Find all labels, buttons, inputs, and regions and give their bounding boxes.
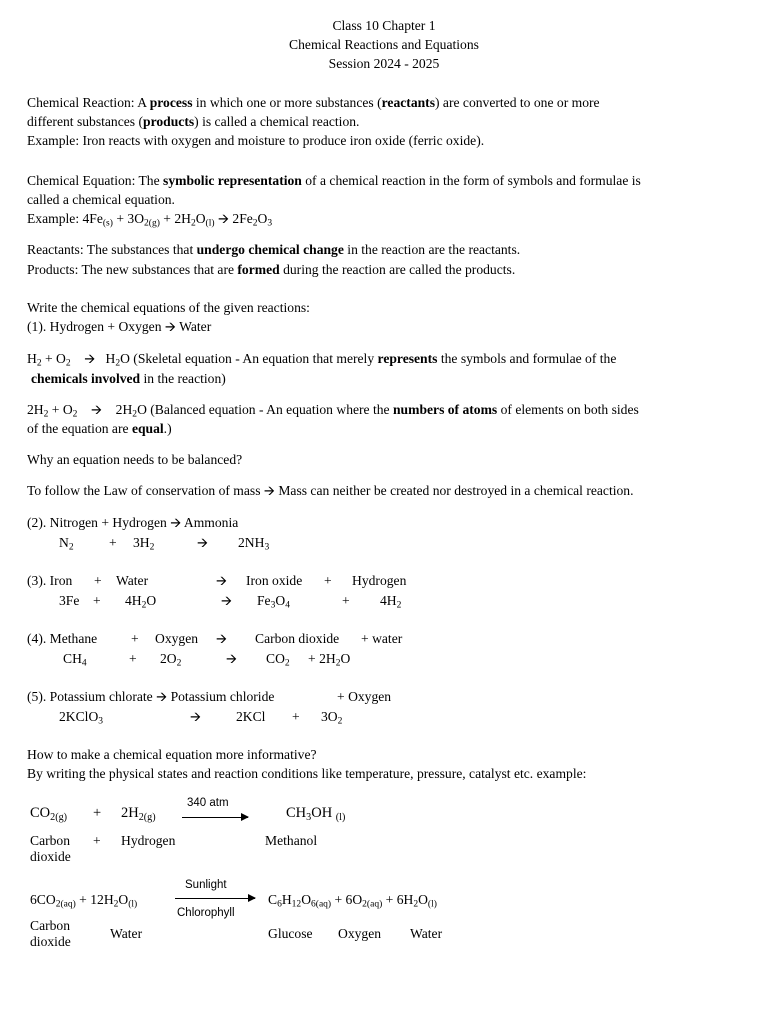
arrow-icon: 🡪 — [221, 593, 233, 608]
reaction-5-kclo3: 2KClO$_3$ — [59, 709, 104, 727]
arrow-icon: 🡪 — [216, 573, 228, 588]
reaction-3-hydrogen: Hydrogen — [352, 573, 407, 588]
skeletal-equation-line2: chemicals involved in the reaction) — [31, 371, 226, 386]
arrow-icon: 🡪 — [84, 351, 96, 366]
reaction-3-4h2: $4H_2$ — [380, 593, 402, 611]
arrow-icon: 🡪 — [217, 211, 229, 226]
reaction-example: Example: Iron reacts with oxygen and moisture to produce iron oxide (ferric oxide). — [27, 133, 485, 148]
reaction-4-co2: $CO_2$ — [266, 651, 290, 669]
arrow-icon: 🡪 — [216, 631, 228, 646]
reaction-4-water: + water — [361, 631, 403, 646]
fig2-label-water-product: Water — [410, 926, 443, 941]
fig1-plus: + — [93, 805, 102, 821]
fig1-reaction-arrow — [182, 817, 248, 818]
arrow-icon: 🡪 — [197, 535, 209, 550]
fig1-label-plus: + — [93, 833, 101, 848]
fig1-label-methanol: Methanol — [265, 833, 318, 848]
fig1-methanol-formula: $CH_3OH$ $_{(l)}$ — [286, 805, 346, 823]
doc-title: Chemical Reactions and Equations — [289, 37, 479, 52]
fig1-h2: $2H_{2(g)}$ — [121, 805, 156, 823]
doc-class-chapter: Class 10 Chapter 1 — [332, 18, 436, 33]
fig2-label-water: Water — [110, 926, 143, 941]
skeletal-equation-line1: $H_2 + O_2$ 🡪 $H_2O$ (Skeletal equation - An equation that merely represents the symbols and formulae of the — [27, 351, 617, 369]
fig1-condition: 340 atm — [187, 797, 229, 809]
reaction-4-plus-2: + — [129, 651, 137, 666]
arrow-icon: 🡪 — [164, 319, 176, 334]
fig2-reactants: $6CO_{2(aq)} + 12H_2O_{(l)}$ — [30, 892, 138, 910]
fig2-products: $C_6H_{12}O_{6(aq)} + 6O_{2(aq)} + 6H_2O_{(l)}$ — [268, 892, 437, 910]
reaction-5-3o2: $3O_2$ — [321, 709, 343, 727]
balanced-equation-line1: $2H_2 + O_2$ 🡪 $2H_2O$ (Balanced equation - An equation where the numbers of atoms of elements on both sides — [27, 402, 639, 420]
reaction-2-h2: $3H_2$ — [133, 535, 155, 553]
arrow-icon: 🡪 — [91, 402, 103, 417]
reaction-4-methane: (4). Methane — [27, 631, 98, 646]
reaction-5-plus: + — [292, 709, 300, 724]
reaction-1-words: (1). Hydrogen + Oxygen 🡪 Water — [27, 319, 212, 334]
conservation-law: To follow the Law of conservation of mass 🡪 Mass can neither be created nor destroyed in a chemical reaction. — [27, 483, 634, 498]
fig1-label-hydrogen: Hydrogen — [121, 833, 176, 848]
products-definition: Products: The new substances that are formed during the reaction are called the products. — [27, 262, 516, 277]
write-equations-heading: Write the chemical equations of the given reactions: — [27, 300, 310, 315]
fig1-label-dioxide: dioxide — [30, 849, 71, 864]
fig1-label-carbon: Carbon — [30, 833, 71, 848]
reaction-3-plus-4: + — [342, 593, 350, 608]
reaction-3-plus: + — [94, 573, 102, 588]
equation-definition-line1: Chemical Equation: The symbolic representation of a chemical reaction in the form of symbols and formulae is — [27, 173, 641, 188]
reaction-definition-line1: Chemical Reaction: A process in which one or more substances (reactants) are converted to one or more — [27, 95, 600, 110]
reaction-3-water: Water — [116, 573, 149, 588]
fig2-condition-sunlight: Sunlight — [185, 879, 227, 891]
fig2-label-carbon: Carbon — [30, 918, 71, 933]
arrow-icon: 🡪 — [226, 651, 238, 666]
balanced-equation-line2: of the equation are equal.) — [27, 421, 172, 436]
reaction-3-iron-oxide: Iron oxide — [246, 573, 303, 588]
fig1-co2: $CO_{2(g)}$ — [30, 805, 68, 823]
reaction-3-iron: (3). Iron — [27, 573, 73, 588]
arrow-icon: 🡪 — [263, 483, 275, 498]
informative-question: How to make a chemical equation more informative? — [27, 747, 317, 762]
reaction-2-nh3: $2NH_3$ — [238, 535, 270, 553]
reaction-5-kcl: 2KCl — [236, 709, 266, 724]
fig2-reaction-arrow — [175, 898, 255, 899]
reaction-4-2h2o: + $2H_2O$ — [308, 651, 351, 669]
reaction-3-plus-2: + — [324, 573, 332, 588]
equation-example: Example: $4Fe_{(s)} + 3O_{2(g)} + 2H_2O_{(l)}$ 🡪 $2Fe_2O_3$ — [27, 211, 273, 229]
reactants-definition: Reactants: The substances that undergo chemical change in the reaction are the reactants. — [27, 242, 521, 257]
fig2-label-dioxide: dioxide — [30, 934, 71, 949]
doc-session: Session 2024 - 2025 — [328, 56, 440, 71]
fig2-label-glucose: Glucose — [268, 926, 313, 941]
reaction-4-carbon-dioxide: Carbon dioxide — [255, 631, 340, 646]
informative-answer: By writing the physical states and reaction conditions like temperature, pressure, catalyst etc. example: — [27, 766, 587, 781]
reaction-4-2o2: $2O_2$ — [160, 651, 182, 669]
why-balanced-question: Why an equation needs to be balanced? — [27, 452, 243, 467]
reaction-definition-line2: different substances (products) is called a chemical reaction. — [27, 114, 360, 129]
reaction-5-oxygen: + Oxygen — [337, 689, 392, 704]
reaction-3-plus-3: + — [93, 593, 101, 608]
reaction-3-fe: 3Fe — [59, 593, 80, 608]
reaction-3-h2o: $4H_2O$ — [125, 593, 157, 611]
reaction-5-words: (5). Potassium chlorate 🡪 Potassium chloride — [27, 689, 275, 704]
reaction-2-plus: + — [109, 535, 117, 550]
reaction-2-n2: $N_2$ — [59, 535, 74, 553]
reaction-4-plus: + — [131, 631, 139, 646]
fig2-label-oxygen: Oxygen — [338, 926, 382, 941]
arrow-icon: 🡪 — [156, 689, 168, 704]
reaction-2-words: (2). Nitrogen + Hydrogen 🡪 Ammonia — [27, 515, 239, 530]
reaction-4-ch4: $CH_4$ — [63, 651, 87, 669]
reaction-3-fe3o4: $Fe_3O_4$ — [257, 593, 290, 611]
reaction-4-oxygen: Oxygen — [155, 631, 199, 646]
arrow-icon: 🡪 — [170, 515, 182, 530]
arrow-icon: 🡪 — [190, 709, 202, 724]
fig2-condition-chlorophyll: Chlorophyll — [177, 907, 235, 919]
equation-definition-line2: called a chemical equation. — [27, 192, 175, 207]
